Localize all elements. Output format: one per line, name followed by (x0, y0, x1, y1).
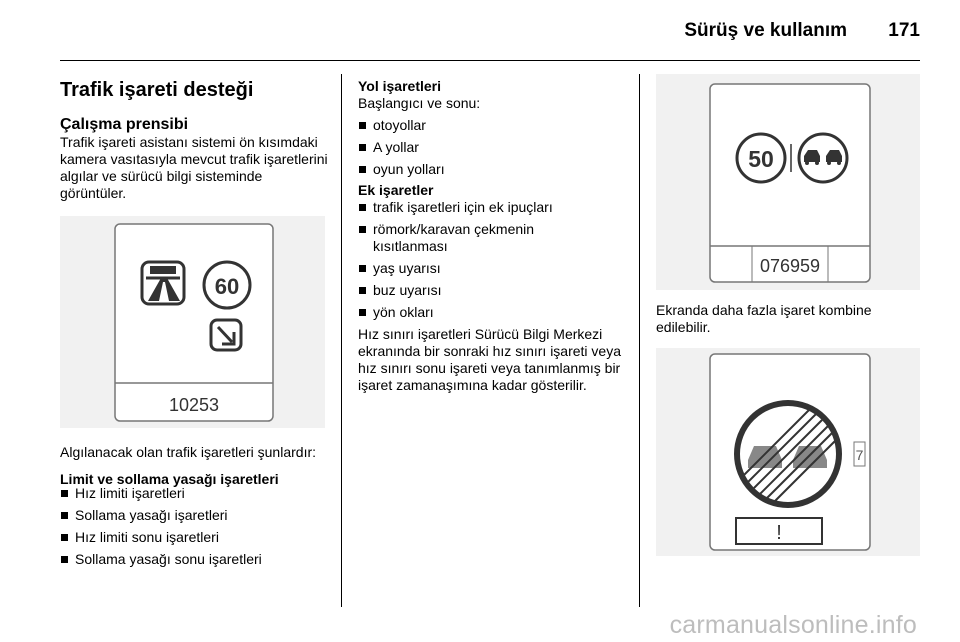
subsection-title: Çalışma prensibi (60, 116, 189, 133)
section-title: Trafik işareti desteği (60, 79, 254, 101)
list-item: trafik işaretleri için ek ipuçları (358, 199, 628, 216)
display-code-2: 076959 (759, 256, 821, 276)
column-1-intro (60, 115, 330, 202)
detected-signs-text: Algılanacak olan trafik işaretleri şunlardır: (60, 444, 317, 460)
list-item: yaş uyarısı (358, 260, 628, 277)
no-overtaking-sign-icon (799, 134, 847, 182)
watermark: carmanualsonline.info (669, 611, 917, 639)
display-code-1: 10253 (168, 395, 220, 415)
list-item: Hız limiti sonu işaretleri (60, 529, 330, 546)
speed-limit-display-paragraph: Hız sınırı işaretleri Sürücü Bilgi Merkezi ekranında bir sonraki hız sınırı işareti veya hız sınırı sonu işareti veya tanımlanmış bir işaret zamanaşımına kadar gösterilir. (358, 326, 622, 393)
display-2-graphic (656, 74, 920, 290)
speed-limit-60-value: 60 (214, 274, 240, 299)
display-3-graphic (656, 348, 920, 556)
side-sign-digit: 7 (855, 447, 864, 463)
motorway-sign-icon (142, 262, 184, 304)
direction-arrow-icon (211, 320, 241, 350)
intro-paragraph: Trafik işareti asistanı sistemi ön kısımdaki kamera vasıtasıyla mevcut trafik işaretlerini algılar ve sürücü bilgi sisteminde görüntüler. (60, 134, 328, 201)
speed-limit-50-sign-icon (737, 134, 785, 182)
speed-limit-60-sign-icon (204, 262, 250, 308)
list-item: A yollar (358, 139, 628, 156)
column-divider-right (639, 74, 640, 607)
list-item: Hız limiti işaretleri (60, 485, 330, 502)
warning-plate-icon (736, 518, 822, 544)
limits-heading: Limit ve sollama yasağı işaretleri (60, 471, 279, 487)
list-item: otoyollar (358, 117, 628, 134)
column-3-text (656, 302, 920, 336)
list-item: Sollama yasağı işaretleri (60, 507, 330, 524)
side-sign-icon (854, 442, 865, 466)
road-signs-intro: Başlangıcı ve sonu: (358, 95, 481, 111)
end-of-no-overtaking-sign-icon (737, 403, 839, 505)
list-item: yön okları (358, 304, 628, 321)
column-2 (358, 78, 628, 394)
extra-signs-heading: Ek işaretler (358, 182, 434, 198)
header-rule (60, 60, 920, 61)
road-signs-list (358, 117, 628, 178)
speed-limit-50-value: 50 (748, 146, 774, 172)
display-1-graphic (60, 216, 325, 428)
column-1-list (60, 444, 330, 568)
running-header: Sürüş ve kullanım (684, 20, 847, 41)
page-number: 171 (888, 20, 920, 41)
display-illustration-2 (656, 74, 920, 290)
list-item: Sollama yasağı sonu işaretleri (60, 551, 330, 568)
limits-list (60, 485, 330, 568)
list-item: römork/karavan çekmenin kısıtlanması (358, 221, 573, 255)
list-item: buz uyarısı (358, 282, 628, 299)
warning-mark: ! (776, 522, 782, 544)
display-illustration-3 (656, 348, 920, 556)
column-divider-left (341, 74, 342, 607)
display-illustration-1 (60, 216, 325, 428)
extra-signs-list (358, 199, 628, 321)
list-item: oyun yolları (358, 161, 628, 178)
road-signs-heading: Yol işaretleri (358, 78, 442, 94)
combine-paragraph: Ekranda daha fazla işaret kombine edilebilir. (656, 302, 872, 335)
